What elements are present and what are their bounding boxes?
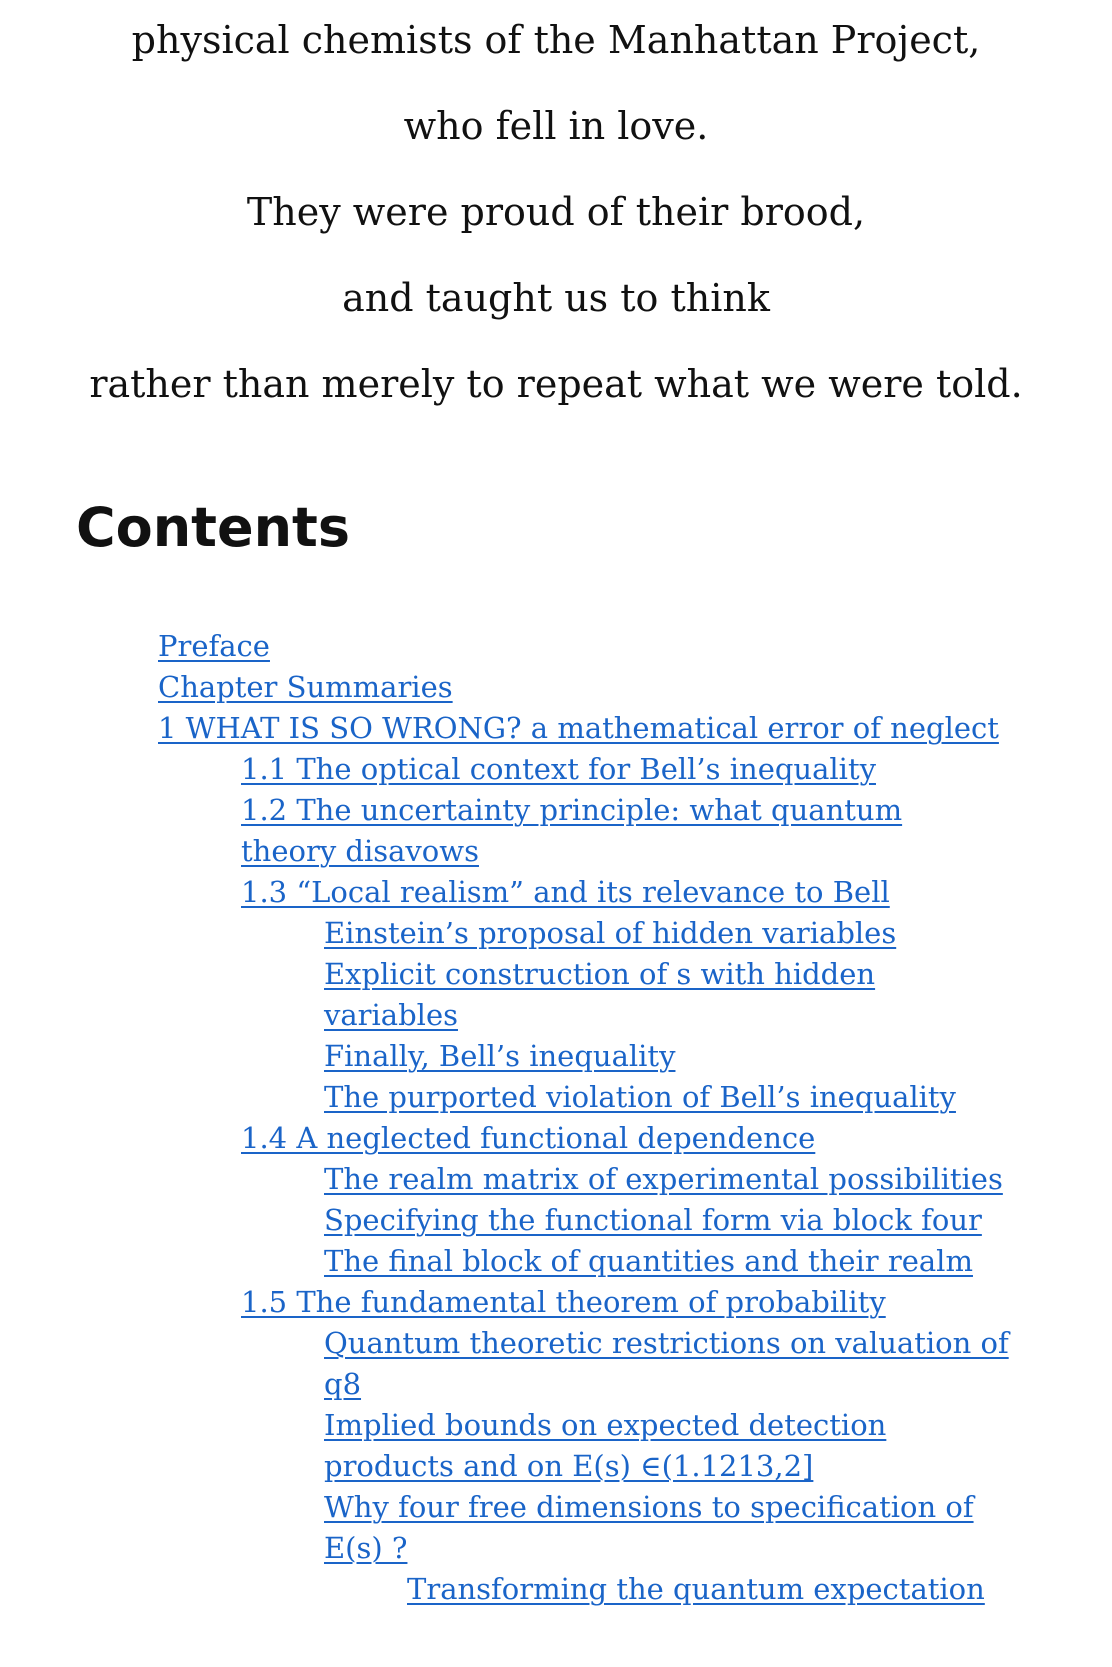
toc-link-chapter-summaries[interactable]: Chapter Summaries: [158, 670, 453, 704]
dedication-line: who fell in love.: [403, 104, 709, 148]
toc-link-section-1-1[interactable]: 1.1 The optical context for Bell’s inequality: [241, 752, 876, 786]
toc-link-implied-bounds-continued[interactable]: products and on E(s) ∈(1.1213,2]: [324, 1449, 814, 1483]
toc-link-quantum-restrictions[interactable]: Quantum theoretic restrictions on valuation of: [324, 1326, 1009, 1360]
toc-link-four-free-dimensions[interactable]: Why four free dimensions to specification of: [324, 1490, 974, 1524]
dedication-line: rather than merely to repeat what we were told.: [89, 362, 1023, 406]
toc-link-explicit-construction[interactable]: Explicit construction of s with hidden: [324, 957, 876, 991]
dedication-line: and taught us to think: [342, 276, 770, 320]
toc-link-final-block[interactable]: The final block of quantities and their realm: [324, 1244, 973, 1278]
toc-link-realm-matrix[interactable]: The realm matrix of experimental possibilities: [324, 1162, 1003, 1196]
toc-link-transforming-expectation[interactable]: Transforming the quantum expectation: [407, 1572, 985, 1606]
toc-link-section-1-3[interactable]: 1.3 “Local realism” and its relevance to Bell: [241, 875, 890, 909]
toc-link-finally-bells-inequality[interactable]: Finally, Bell’s inequality: [324, 1039, 676, 1073]
toc-link-purported-violation[interactable]: The purported violation of Bell’s inequality: [324, 1080, 956, 1114]
toc-link-block-four[interactable]: Specifying the functional form via block four: [324, 1203, 982, 1237]
toc-link-section-1-2-continued[interactable]: theory disavows: [241, 834, 479, 868]
toc-link-einstein-hidden-variables[interactable]: Einstein’s proposal of hidden variables: [324, 916, 897, 950]
toc-link-explicit-construction-continued[interactable]: variables: [324, 998, 458, 1032]
toc-link-implied-bounds[interactable]: Implied bounds on expected detection: [324, 1408, 887, 1442]
toc-link-chapter-1[interactable]: 1 WHAT IS SO WRONG? a mathematical error of neglect: [158, 711, 999, 745]
toc-link-section-1-4[interactable]: 1.4 A neglected functional dependence: [241, 1121, 816, 1155]
dedication-line: They were proud of their brood,: [246, 190, 866, 234]
contents-heading: Contents: [76, 496, 351, 559]
toc-link-quantum-restrictions-continued[interactable]: q8: [324, 1367, 362, 1401]
toc-link-section-1-5[interactable]: 1.5 The fundamental theorem of probability: [241, 1285, 886, 1319]
toc-link-preface[interactable]: Preface: [158, 629, 270, 663]
toc-link-section-1-2[interactable]: 1.2 The uncertainty principle: what quantum: [241, 793, 903, 827]
dedication-line: physical chemists of the Manhattan Project,: [131, 18, 981, 62]
toc-link-four-free-dimensions-continued[interactable]: E(s) ?: [324, 1531, 408, 1565]
